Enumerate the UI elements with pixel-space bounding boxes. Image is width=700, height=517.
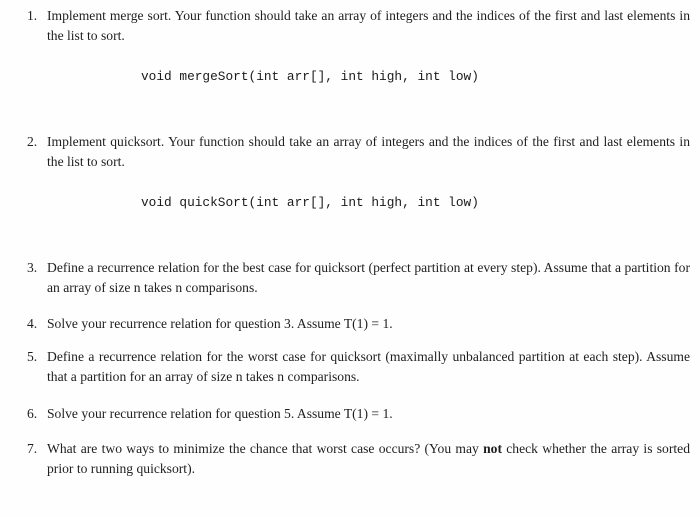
- question-7: [27, 439, 690, 479]
- question-2: [27, 132, 690, 172]
- question-number: 2.: [27, 134, 38, 149]
- question-number: 1.: [27, 8, 38, 23]
- question-text-part: What are two ways to minimize the chance that worst case occurs? (You may: [47, 441, 484, 456]
- question-number: 3.: [27, 260, 38, 275]
- question-text: Solve your recurrence relation for question 3. Assume T(1) = 1.: [47, 316, 393, 331]
- code-signature-merge-sort: void mergeSort(int arr[], int high, int low): [141, 69, 479, 84]
- question-text: Define a recurrence relation for the best case for quicksort (perfect partition at every step). Assume that a partition for an array of size n takes n comparisons.: [47, 260, 690, 295]
- question-number: 7.: [27, 441, 38, 456]
- question-5: [27, 347, 690, 387]
- question-text: Implement merge sort. Your function should take an array of integers and the indices of the first and last elements in the list to sort.: [47, 8, 690, 43]
- question-text: Solve your recurrence relation for question 5. Assume T(1) = 1.: [47, 406, 393, 421]
- question-text: Implement quicksort. Your function should take an array of integers and the indices of the first and last elements in the list to sort.: [47, 134, 690, 169]
- question-4: [27, 314, 690, 334]
- question-number: 4.: [27, 316, 38, 331]
- question-1: [27, 6, 690, 46]
- question-3: [27, 258, 690, 298]
- question-number: 6.: [27, 406, 38, 421]
- code-signature-quick-sort: void quickSort(int arr[], int high, int low): [141, 195, 479, 210]
- question-6: [27, 404, 690, 424]
- question-number: 5.: [27, 349, 38, 364]
- question-text: Define a recurrence relation for the worst case for quicksort (maximally unbalanced partition at each step). Assume that a partition for an array of size n takes n comparisons.: [47, 349, 690, 384]
- question-text: [47, 439, 690, 479]
- emphasis-not: not: [483, 441, 502, 456]
- question-text-part: check whether the array is sorted prior to running quicksort).: [47, 441, 690, 476]
